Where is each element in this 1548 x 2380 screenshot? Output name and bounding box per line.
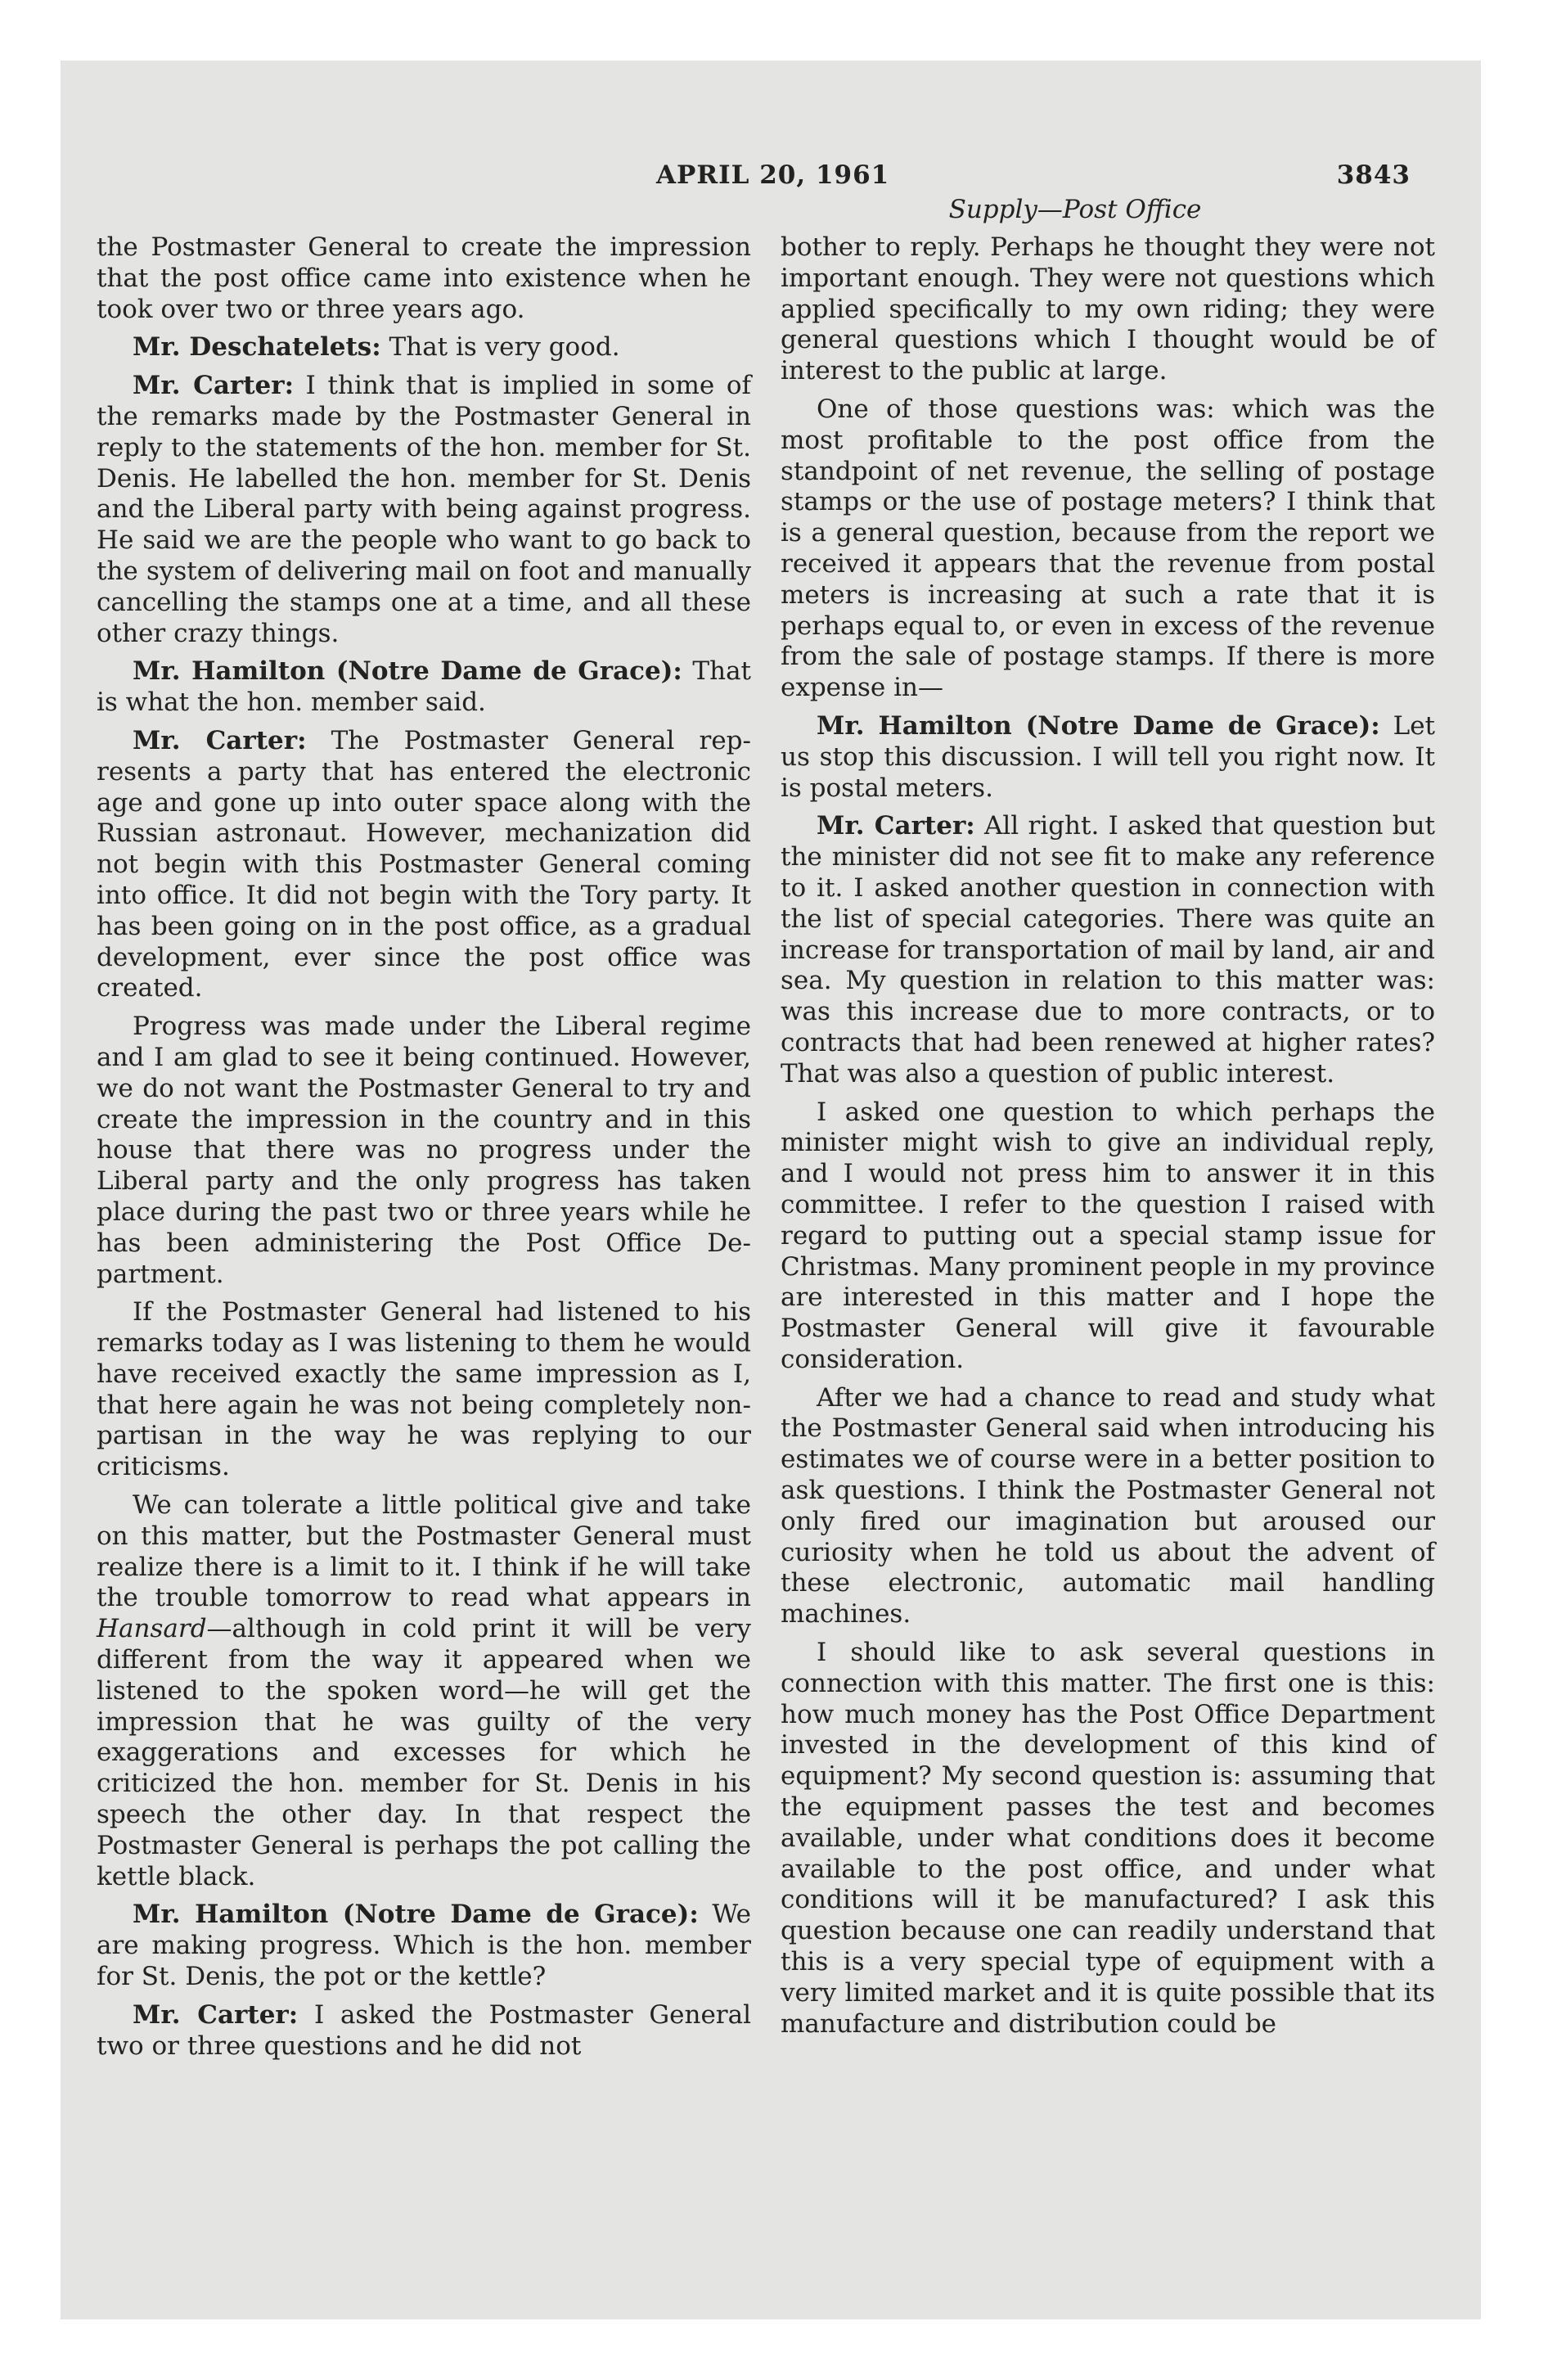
speech-text: That is what the hon. member said. <box>97 656 752 718</box>
speech-text: We can tolerate a little political give and take on this matter, but the Postmaster General must realize there is a limit to it. I think if he will take the trouble tomorrow to read what appears in <box>97 1490 751 1613</box>
document-page <box>61 61 1481 2319</box>
paragraph <box>97 1490 751 1892</box>
speech-text: All right. I asked that question but the minister did not see fit to make any reference to it. I asked another question in connection with the list of special categories. There was quite an increase for transportation of mail by land, air and sea. My question in relation to this matter was: was this increase due to more contracts, or to contracts that had been renewed at higher rates? That was also a question of public interest. <box>781 811 1435 1089</box>
speaker-name: Mr. Carter: <box>133 1999 299 2030</box>
paragraph <box>97 656 751 719</box>
speaker-name: Mr. Deschatelets: <box>133 332 381 363</box>
speech-text: I think that is implied in some of the remarks made by the Postmaster General in reply to the statements of the hon. member for St. Denis. He labelled the hon. member for St. Denis and the Liberal party with being against progress. He said we are the people who want to go back to the system of delivering mail on foot and manually cancelling the stamps one at a time, and all these other crazy things. <box>97 371 752 648</box>
running-title: Supply—Post Office <box>948 195 1202 224</box>
paragraph: bother to reply. Perhaps he thought they were not important enough. They were not questions which applied specifically to my own riding; they were general questions which I thought would be of interest to the public at large. <box>781 232 1435 386</box>
paragraph: Progress was made under the Liberal regime and I am glad to see it being continued. However, we do not want the Postmaster General to try and create the impression in the country and in this house that there was no progress under the Liberal party and the only progress has taken place during the past two or three years while he has been administering the Post Office Department. <box>97 1012 751 1289</box>
speaker-name: Mr. Hamilton (Notre Dame de Grace): <box>133 1900 699 1930</box>
page-header <box>61 154 1481 195</box>
speech-text: The Postmaster General represents a party that has entered the electronic age and gone up into outer space along with the Russian astronaut. However, mechanization did not begin with this Postmaster General coming into office. It did not begin with the Tory party. It has been going on in the post office, as a gradual development, ever since the post office was created. <box>97 725 752 1003</box>
paragraph <box>97 332 751 363</box>
paragraph: If the Postmaster General had listened to his remarks today as I was listening to them he would have received exactly the same impression as I, that here again he was not being completely non-partisan in the way he was replying to our criticisms. <box>97 1297 751 1482</box>
paragraph <box>97 371 751 649</box>
speaker-name: Mr. Carter: <box>133 725 307 755</box>
paragraph <box>97 726 751 1004</box>
paragraph <box>97 2000 751 2062</box>
left-column <box>97 232 751 2069</box>
speaker-name: Mr. Carter: <box>817 811 975 841</box>
speech-text: —although in cold print it will be very different from the way it appeared when we listened to the spoken word—he will get the impression that he was guilty of the very exaggerations and excesses for which he criticized the hon. member for St. Denis in his speech the other day. In that respect the Postmaster General is perhaps the pot calling the kettle black. <box>97 1614 751 1891</box>
speaker-name: Mr. Hamilton (Notre Dame de Grace): <box>817 710 1380 741</box>
speech-text: We are making progress. Which is the hon. member for St. Denis, the pot or the kettle? <box>97 1900 751 1992</box>
paragraph <box>781 811 1435 1089</box>
header-date: APRIL 20, 1961 <box>656 160 890 190</box>
speech-text: That is very good. <box>380 332 620 363</box>
speaker-name: Mr. Carter: <box>133 371 295 401</box>
speech-text: I asked the Postmaster General two or three questions and he did not <box>97 1999 752 2061</box>
hansard-italic: Hansard <box>97 1614 207 1644</box>
paragraph: One of those questions was: which was the most profitable to the post office from the standpoint of net revenue, the selling of postage stamps or the use of postage meters? I think that is a general question, because from the report we received it appears that the revenue from postal meters is increasing at such a rate that it is perhaps equal to, or even in excess of the revenue from the sale of postage stamps. If there is more expense in— <box>781 394 1435 703</box>
paragraph: the Postmaster General to create the impression that the post office came into existence when he took over two or three years ago. <box>97 232 751 324</box>
page-number: 3843 <box>1336 160 1411 190</box>
speech-text: Let us stop this discussion. I will tell you right now. It is postal meters. <box>781 710 1435 803</box>
right-column <box>781 232 1435 2047</box>
paragraph: After we had a chance to read and study what the Postmaster General said when introducing his estimates we of course were in a better position to ask questions. I think the Postmaster General not only fired our imagination but aroused our curiosity when he told us about the advent of these electronic, automatic mail handling machines. <box>781 1382 1435 1629</box>
speaker-name: Mr. Hamilton (Notre Dame de Grace): <box>133 656 682 687</box>
paragraph: I asked one question to which perhaps the minister might wish to give an individual reply, and I would not press him to answer it in this committee. I refer to the question I raised with regard to putting out a special stamp issue for Christmas. Many prominent people in my province are interested in this matter and I hope the Postmaster General will give it favourable consideration. <box>781 1097 1435 1374</box>
paragraph <box>781 711 1435 804</box>
paragraph: I should like to ask several questions in connection with this matter. The first one is this: how much money has the Post Office Department invested in the development of this kind of equipment? My second question is: assuming that the equipment passes the test and becomes available, under what conditions does it become available to the post office, and under what conditions will it be manufactured? I ask this question because one can readily understand that this is a very special type of equipment with a very limited market and it is quite possible that its manufacture and distribution could be <box>781 1638 1435 2039</box>
paragraph <box>97 1900 751 1992</box>
